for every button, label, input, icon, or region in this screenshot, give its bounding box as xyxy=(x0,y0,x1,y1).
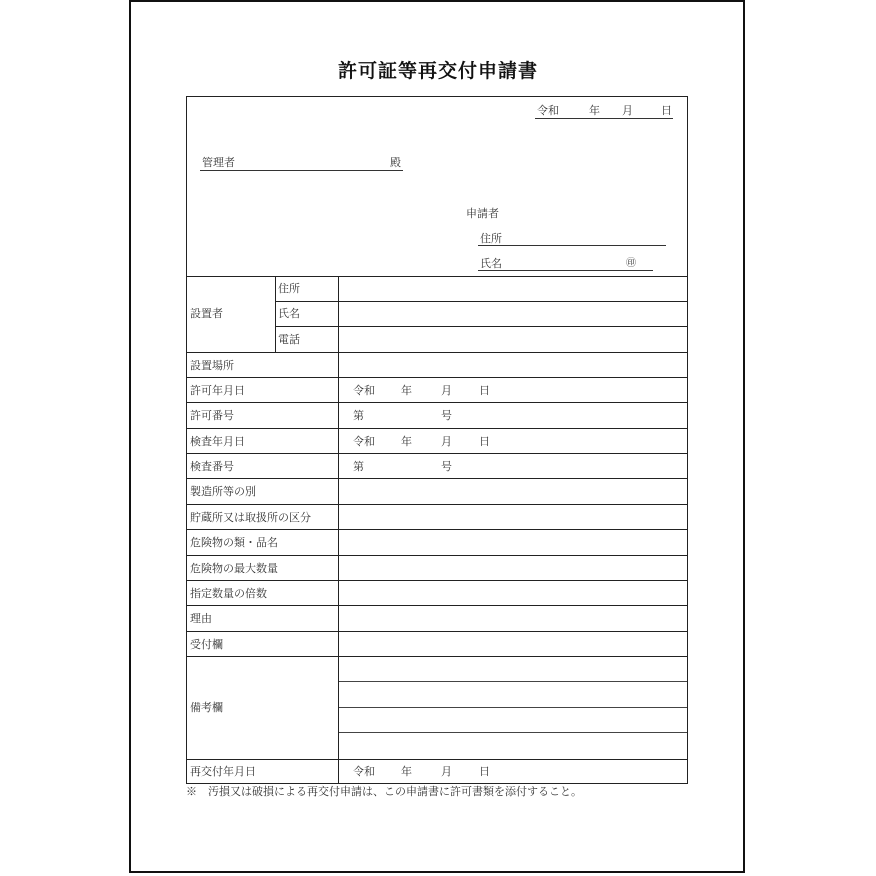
installer-label: 設置者 xyxy=(190,307,223,320)
row-line xyxy=(187,605,687,606)
row-line xyxy=(187,529,687,530)
row-line xyxy=(187,555,687,556)
date-day: 日 xyxy=(661,104,672,117)
remarks-field[interactable] xyxy=(339,657,687,758)
value-year: 年 xyxy=(401,435,412,448)
manager-label: 管理者 xyxy=(202,156,235,169)
value-era: 令和 xyxy=(353,384,375,397)
row-label: 貯蔵所又は取扱所の区分 xyxy=(190,511,311,524)
value-era: 令和 xyxy=(353,765,375,778)
row-label: 検査番号 xyxy=(190,460,234,473)
row-label: 許可番号 xyxy=(190,409,234,422)
value-month: 月 xyxy=(441,765,452,778)
application-form xyxy=(186,96,688,784)
value-suffix: 号 xyxy=(441,460,452,473)
row-label: 危険物の最大数量 xyxy=(190,562,278,575)
row-line xyxy=(187,504,687,505)
applicant-label: 申請者 xyxy=(466,207,499,220)
value-suffix: 号 xyxy=(441,409,452,422)
value-prefix: 第 xyxy=(353,460,364,473)
row-label: 設置場所 xyxy=(190,359,234,372)
date-era: 令和 xyxy=(537,104,559,117)
row-line xyxy=(187,402,687,403)
value-year: 年 xyxy=(401,765,412,778)
date-underline xyxy=(535,118,673,119)
installer-phone-label: 電話 xyxy=(278,333,300,346)
row-line xyxy=(187,580,687,581)
installer-address-field[interactable] xyxy=(339,277,687,301)
row-label: 理由 xyxy=(190,612,212,625)
value-month: 月 xyxy=(441,435,452,448)
applicant-address-label: 住所 xyxy=(480,232,502,245)
honorific: 殿 xyxy=(390,156,401,169)
reissue-label: 再交付年月日 xyxy=(190,765,256,778)
value-year: 年 xyxy=(401,384,412,397)
value-era: 令和 xyxy=(353,435,375,448)
row-label: 製造所等の別 xyxy=(190,485,256,498)
row-line xyxy=(187,377,687,378)
installer-name-field[interactable] xyxy=(339,302,687,326)
row-line xyxy=(187,453,687,454)
footnote: ※ 汚損又は破損による再交付申請は、この申請書に許可書類を添付すること。 xyxy=(186,785,582,798)
row-label: 許可年月日 xyxy=(190,384,245,397)
row-line xyxy=(187,631,687,632)
page-top-border xyxy=(129,0,745,2)
manager-underline[interactable] xyxy=(200,170,403,171)
row-line xyxy=(187,759,687,760)
row-label: 検査年月日 xyxy=(190,435,245,448)
row-line xyxy=(187,352,687,353)
row-line xyxy=(187,428,687,429)
row-line xyxy=(187,478,687,479)
row-label: 危険物の類・品名 xyxy=(190,536,278,549)
installer-name-label: 氏名 xyxy=(278,307,300,320)
applicant-address-underline[interactable] xyxy=(478,245,666,246)
value-day: 日 xyxy=(479,765,490,778)
installer-address-label: 住所 xyxy=(278,282,300,295)
value-day: 日 xyxy=(479,384,490,397)
date-year: 年 xyxy=(589,104,600,117)
installer-divider xyxy=(275,276,276,352)
applicant-name-label: 氏名 xyxy=(480,257,502,270)
applicant-name-underline[interactable] xyxy=(478,270,653,271)
remarks-label: 備考欄 xyxy=(190,701,223,714)
date-month: 月 xyxy=(622,104,633,117)
installer-phone-field[interactable] xyxy=(339,327,687,351)
document-title: 許可証等再交付申請書 xyxy=(337,60,538,82)
value-month: 月 xyxy=(441,384,452,397)
value-prefix: 第 xyxy=(353,409,364,422)
value-day: 日 xyxy=(479,435,490,448)
seal-icon: ㊞ xyxy=(626,258,636,269)
row-label: 受付欄 xyxy=(190,638,223,651)
row-label: 指定数量の倍数 xyxy=(190,587,267,600)
